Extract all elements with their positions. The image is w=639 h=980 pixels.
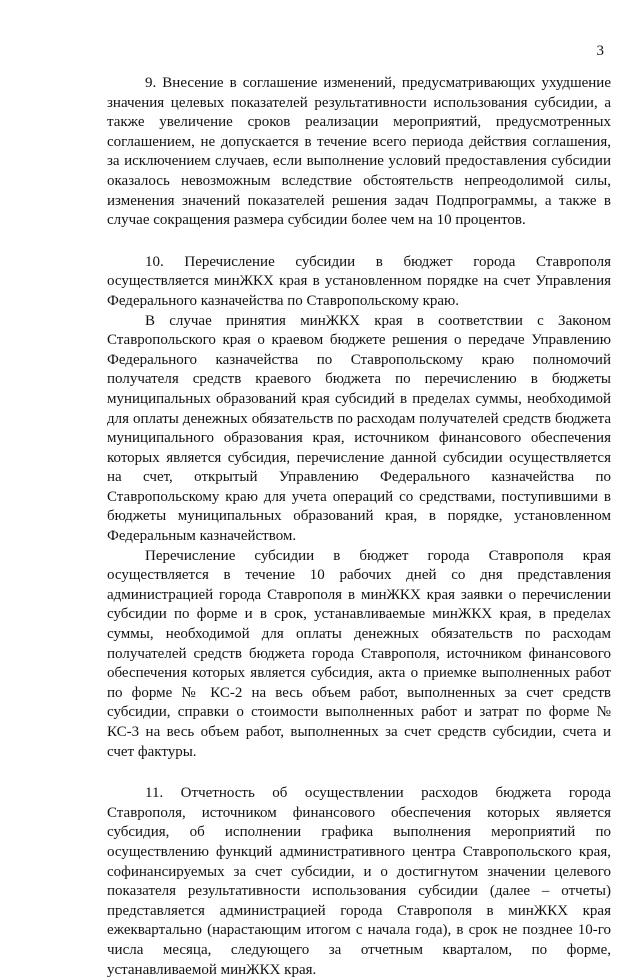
paragraph-10: 10. Перечисление субсидии в бюджет города Ставрополя осуществляется минЖКХ края в установленном порядке на счет Управления Федерального казначейства по Ставропольскому краю. (107, 253, 611, 309)
paragraph-10-transfer-timing: Перечисление субсидии в бюджет города Ставрополя края осуществляется в течение 10 рабочих дней со дня представления администрацией города Ставрополя в минЖКХ края заявки о перечислении субсидии по форме и в срок, устанавливаемые минЖКХ края, в пределах суммы, необходимой для оплаты денежных обязательств по расходам получателей средств бюджета города Ставрополя, источником финансового обеспечения которых является субсидия, акта о приемке выполненных работ по форме № КС-2 на весь объем работ, выполненных за счет средств субсидии, справки о стоимости выполненных работ и затрат по форме № КС-3 на весь объем работ, выполненных за счет средств субсидии, счета и счет фактуры. (107, 547, 611, 760)
paragraph-10-transfer-powers: В случае принятия минЖКХ края в соответствии с Законом Ставропольского края о краевом бюджете решения о передаче Управлению Федерального казначейства по Ставропольскому краю полномочий получателя средств краевого бюджета по перечислению в бюджеты муниципальных образований края субсидий в пределах суммы, необходимой для оплаты денежных обязательств по расходам получателей средств бюджета муниципального образования края, источником финансового обеспечения которых является субсидия, перечисление данной субсидии осуществляется на счет, открытый Управлению Федерального казначейства по Ставропольскому краю для учета операций со средствами, поступившими в бюджеты муниципальных образований края, в порядке, установленном Федеральным казначейством. (107, 312, 611, 545)
page-number: 3 (596, 43, 604, 59)
paragraph-11: 11. Отчетность об осуществлении расходов бюджета города Ставрополя, источником финансового обеспечения которых является субсидия, об исполнении графика выполнения мероприятий по осуществлению функций административного центра Ставропольского края, софинансируемых за счет субсидии, и о достигнутом значении целевого показателя результативности использования субсидии (далее – отчеты) представляется администрацией города Ставрополя в минЖКХ края ежеквартально (нарастающим итогом с начала года), в срок не позднее 10-го числа месяца, следующего за отчетным кварталом, по форме, устанавливаемой минЖКХ края. (107, 785, 611, 978)
document-body (107, 74, 611, 980)
paragraph-9: 9. Внесение в соглашение изменений, предусматривающих ухудшение значения целевых показателей результативности использования субсидии, а также увеличение сроков реализации мероприятий, предусмотренных соглашением, не допускается в течение всего периода действия соглашения, за исключением случаев, если выполнение условий предоставления субсидии оказалось невозможным вследствие обстоятельств непреодолимой силы, изменения значений показателей решения задач Подпрограммы, а также в случае сокращения размера субсидии более чем на 10 процентов. (107, 75, 611, 229)
